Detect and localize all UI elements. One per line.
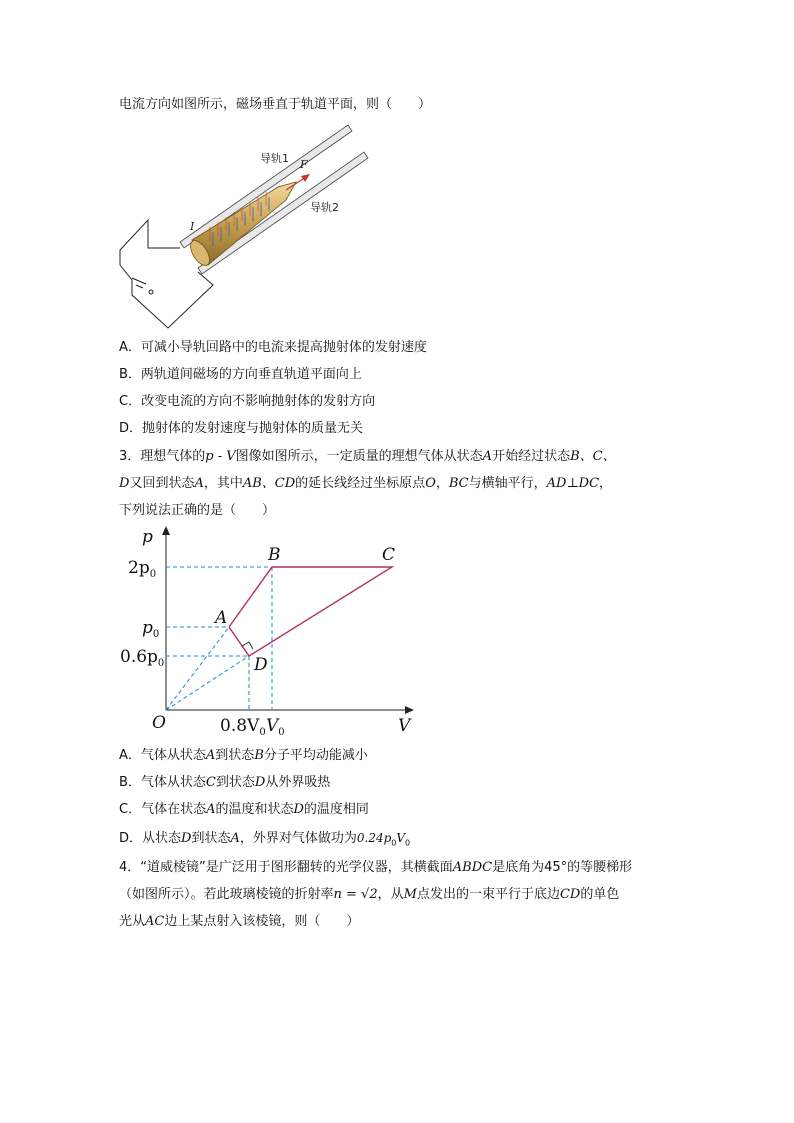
q2-option-a[interactable]: A．可减小导轨回路中的电流来提高抛射体的发射速度 xyxy=(119,340,427,355)
battery-plate xyxy=(132,278,146,284)
force-label: F xyxy=(300,158,308,171)
q3-option-c[interactable]: C．气体在状态A的温度和状态D的温度相同 xyxy=(119,802,369,817)
pv-graph xyxy=(118,522,428,744)
rail-2-label: 导轨2 xyxy=(310,201,339,214)
force-arrowhead xyxy=(301,174,310,182)
q4-stem-line3: 光从AC边上某点射入该棱镜，则（ ） xyxy=(119,914,360,929)
point-C: C xyxy=(382,545,396,565)
q2-stem-tail: 电流方向如图所示，磁场垂直于轨道平面，则（ ） xyxy=(119,97,432,112)
q2-option-d[interactable]: D．抛射体的发射速度与抛射体的质量无关 xyxy=(119,421,364,436)
label-08V0: $0.8V_0$ xyxy=(220,716,266,738)
label-2p0: $2p_0$ xyxy=(128,558,157,580)
q3-stem-line3: 下列说法正确的是（ ） xyxy=(119,503,276,518)
point-B: B xyxy=(268,545,281,565)
p-axis-label: p xyxy=(142,527,153,547)
label-p0: $p_0$ xyxy=(142,618,160,640)
point-A: A xyxy=(215,608,228,628)
q2-option-c[interactable]: C．改变电流的方向不影响抛射体的发射方向 xyxy=(119,394,376,409)
q3-stem-line1: 3．理想气体的p - V图像如图所示，一定质量的理想气体从状态A开始经过状态B、C、 xyxy=(119,449,616,464)
switch-contact xyxy=(149,290,153,294)
q3-option-b[interactable]: B．气体从状态C到状态D从外界吸热 xyxy=(119,775,331,790)
q3-option-d[interactable]: D．从状态D到状态A，外界对气体做功为$0.24p_0V_0$ xyxy=(119,831,411,848)
q3-option-a[interactable]: A．气体从状态A到状态B分子平均动能减小 xyxy=(119,748,368,763)
p-axis-arrow xyxy=(162,526,170,535)
origin-label: O xyxy=(152,713,166,733)
v-axis-arrow xyxy=(405,706,414,714)
q3-stem-line2: D又回到状态A，其中AB、CD的延长线经过坐标原点O，BC与横轴平行，AD⊥DC， xyxy=(119,476,613,491)
railgun-figure xyxy=(118,120,378,330)
battery-plate-short xyxy=(136,285,143,288)
point-D: D xyxy=(254,655,268,675)
label-06p0: $0.6p_0$ xyxy=(120,647,165,669)
rail-1-label: 导轨1 xyxy=(260,152,289,165)
q2-option-b[interactable]: B．两轨道间磁场的方向垂直轨道平面向上 xyxy=(119,367,362,382)
current-label: I xyxy=(190,220,195,233)
q4-stem-line1: 4．“道威棱镜”是广泛用于图形翻转的光学仪器，其横截面ABDC是底角为45°的等腰梯形 xyxy=(119,860,633,875)
cycle-path xyxy=(229,567,392,656)
v-axis-label: V xyxy=(398,716,411,736)
q4-stem-line2: （如图所示）。若此玻璃棱镜的折射率n = √2，从M点发出的一束平行于底边CD的单色 xyxy=(119,887,620,902)
label-V0: $V_0$ xyxy=(266,716,285,738)
